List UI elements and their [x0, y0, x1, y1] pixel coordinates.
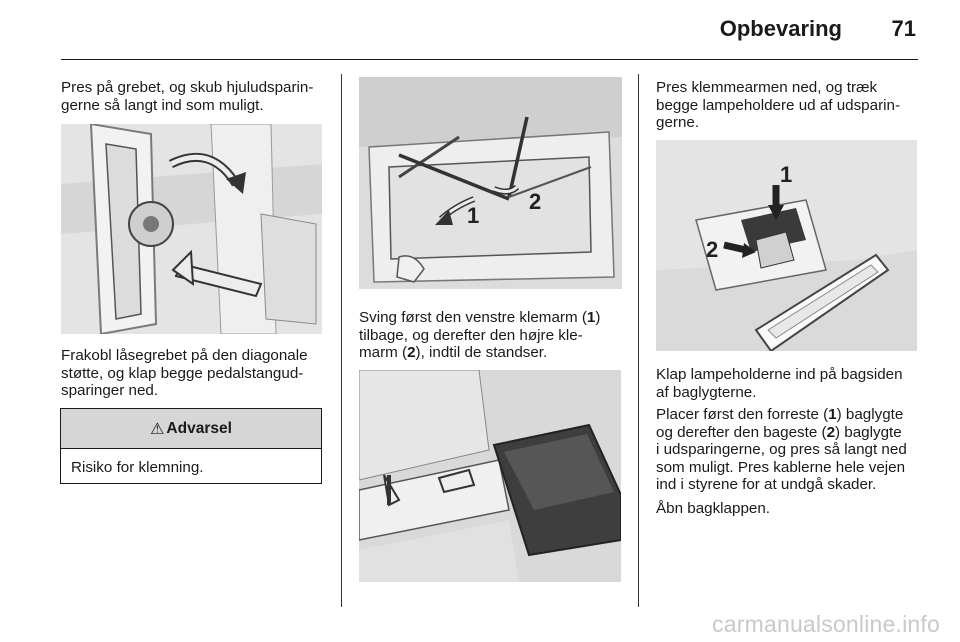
illustration-lamp-holders [656, 140, 917, 351]
header-rule [61, 59, 918, 60]
callout-2: 2 [706, 237, 719, 262]
watermark: carmanualsonline.info [712, 611, 940, 637]
warning-header [61, 409, 321, 449]
col1-intro-text: Pres på grebet, og skub hjuludsparin- gerne så langt ind som muligt. [61, 79, 314, 114]
column-divider-1 [341, 74, 342, 607]
warning-box [60, 408, 322, 484]
page-title: Opbevaring [719, 16, 842, 41]
callout-1: 1 [780, 162, 793, 187]
col3-placer-text: Placer først den forreste (1) baglygte og derefter den bageste (2) baglygte i udsparingerne, og pres så langt ned som muligt. Pres kablerne hele vejen ind i styrene for at undgå skader. [656, 406, 907, 493]
illustration-pull-out-tray [359, 370, 621, 582]
col3-intro-text: Pres klemmearmen ned, og træk begge lampeholdere ud af udsparin- gerne. [656, 79, 901, 131]
column-divider-2 [638, 74, 639, 607]
warning-title: Advarsel [166, 419, 232, 437]
warning-triangle-icon: ⚠ [150, 420, 165, 438]
warning-body: Risiko for klemning. [71, 459, 204, 476]
col2-step-text: Sving først den venstre klemarm (1) tilbage, og derefter den højre kle- marm (2), indtil de standser. [359, 309, 601, 361]
illustration-wheel-well-lever [61, 124, 322, 334]
page-header [0, 0, 960, 62]
page-number: 71 [891, 16, 916, 41]
col3-open-text: Åbn bagklappen. [656, 500, 771, 517]
illustration-clamp-arms [359, 77, 622, 289]
callout-2: 2 [529, 189, 542, 214]
col3-klap-text: Klap lampeholderne ind på bagsiden af baglygterne. [656, 366, 903, 401]
callout-1: 1 [467, 203, 480, 228]
col1-step-text: Frakobl låsegrebet på den diagonale støtte, og klap begge pedalstangud- sparinger ned. [61, 347, 308, 399]
